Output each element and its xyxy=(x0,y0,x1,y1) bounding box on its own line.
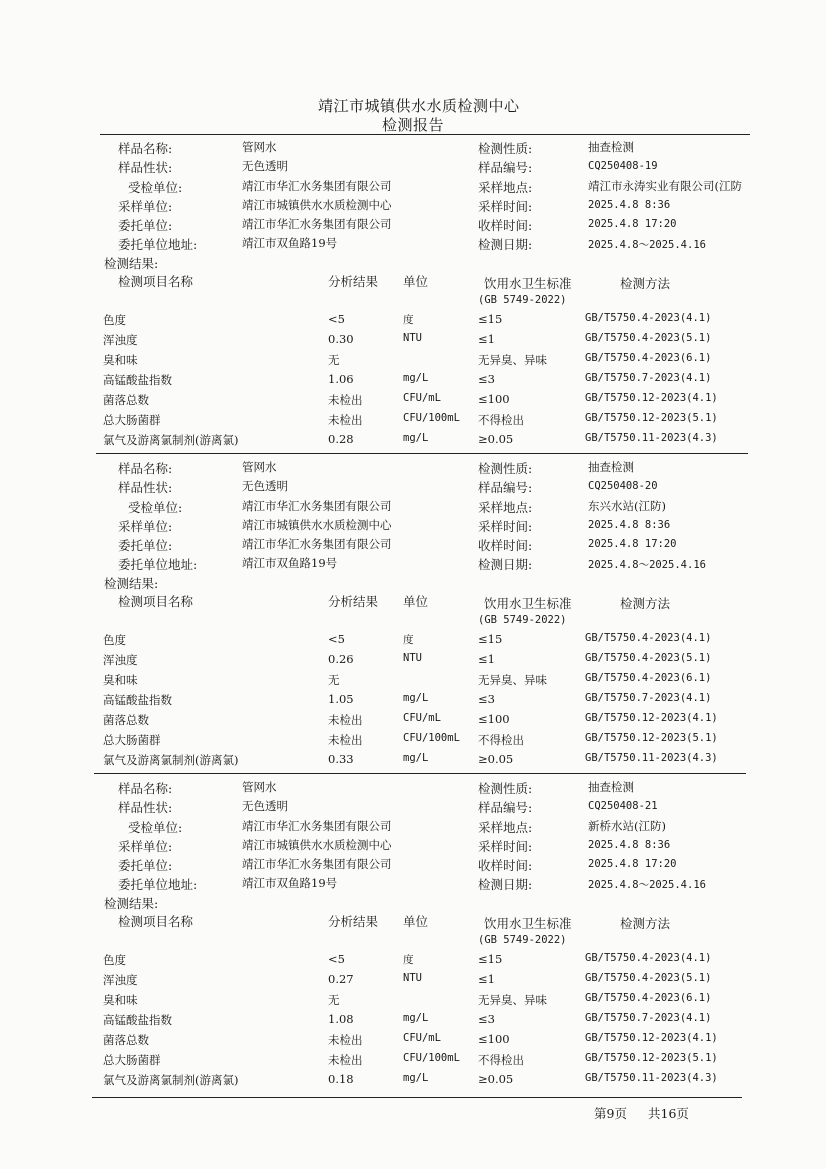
result-cell: 无 xyxy=(328,993,340,1007)
report-title: 检测报告 xyxy=(382,116,445,134)
result-cell: 未检出 xyxy=(328,413,363,427)
unit-cell: mg/L xyxy=(403,1072,429,1084)
label-sample-no: 样品编号: xyxy=(478,800,533,815)
test-date-value: 2025.4.8～2025.4.16 xyxy=(588,559,706,571)
standard-cell: 不得检出 xyxy=(478,1053,524,1067)
client-address-value: 靖江市双鱼路19号 xyxy=(242,236,338,250)
item-name-cell: 高锰酸盐指数 xyxy=(103,373,172,387)
label-sample-name: 样品名称: xyxy=(118,141,173,156)
test-date-value: 2025.4.8～2025.4.16 xyxy=(588,239,706,251)
standard-cell: ≤1 xyxy=(478,652,495,666)
label-client-address: 委托单位地址: xyxy=(118,237,198,252)
unit-cell: CFU/mL xyxy=(403,392,441,404)
result-cell: 0.27 xyxy=(328,972,354,986)
method-cell: GB/T5750.4-2023(4.1) xyxy=(585,632,712,644)
standard-cell: 无异臭、异味 xyxy=(478,993,547,1007)
col-unit-header: 单位 xyxy=(403,274,429,289)
section-divider xyxy=(96,453,748,454)
item-name-cell: 臭和味 xyxy=(103,353,138,367)
col-method-header: 检测方法 xyxy=(620,596,671,611)
item-name-cell: 臭和味 xyxy=(103,993,138,1007)
result-cell: 0.18 xyxy=(328,1072,354,1086)
result-cell: <5 xyxy=(328,312,345,326)
label-client-unit: 委托单位: xyxy=(118,538,173,553)
sampling-unit-value: 靖江市城镇供水水质检测中心 xyxy=(242,198,392,212)
item-name-cell: 氯气及游离氯制剂(游离氯) xyxy=(103,433,239,447)
sample-name-value: 管网水 xyxy=(242,780,277,794)
result-cell: <5 xyxy=(328,632,345,646)
sample-state-value: 无色透明 xyxy=(242,479,288,493)
standard-cell: ≤15 xyxy=(478,952,503,966)
col-item-header: 检测项目名称 xyxy=(118,594,194,609)
label-sampling-time: 采样时间: xyxy=(478,839,533,854)
label-sampling-unit: 采样单位: xyxy=(118,519,173,534)
top-rule xyxy=(100,134,750,135)
unit-cell: CFU/100mL xyxy=(403,732,460,744)
method-cell: GB/T5750.4-2023(4.1) xyxy=(585,312,712,324)
item-name-cell: 菌落总数 xyxy=(103,1033,149,1047)
inspected-unit-value: 靖江市华汇水务集团有限公司 xyxy=(242,179,392,193)
label-client-address: 委托单位地址: xyxy=(118,557,198,572)
result-cell: 0.26 xyxy=(328,652,354,666)
method-cell: GB/T5750.12-2023(5.1) xyxy=(585,732,718,744)
method-cell: GB/T5750.4-2023(5.1) xyxy=(585,332,712,344)
item-name-cell: 色度 xyxy=(103,953,126,967)
method-cell: GB/T5750.7-2023(4.1) xyxy=(585,1012,712,1024)
unit-cell: mg/L xyxy=(403,372,429,384)
unit-cell: CFU/100mL xyxy=(403,412,460,424)
bottom-rule xyxy=(92,1097,742,1098)
result-cell: 未检出 xyxy=(328,713,363,727)
item-name-cell: 高锰酸盐指数 xyxy=(103,1013,172,1027)
method-cell: GB/T5750.4-2023(5.1) xyxy=(585,652,712,664)
test-nature-value: 抽查检测 xyxy=(588,780,634,794)
section-divider xyxy=(94,773,746,774)
result-cell: 1.06 xyxy=(328,372,354,386)
item-name-cell: 菌落总数 xyxy=(103,713,149,727)
item-name-cell: 色度 xyxy=(103,633,126,647)
item-name-cell: 总大肠菌群 xyxy=(103,733,161,747)
label-sample-state: 样品性状: xyxy=(118,160,173,175)
label-client-address: 委托单位地址: xyxy=(118,877,198,892)
method-cell: GB/T5750.4-2023(6.1) xyxy=(585,352,712,364)
label-sampling-time: 采样时间: xyxy=(478,199,533,214)
col-result-header: 分析结果 xyxy=(328,274,379,289)
col-standard-sub-header: (GB 5749-2022) xyxy=(478,934,567,946)
method-cell: GB/T5750.7-2023(4.1) xyxy=(585,692,712,704)
standard-cell: ≤3 xyxy=(478,372,495,386)
result-cell: 0.33 xyxy=(328,752,354,766)
result-cell: 无 xyxy=(328,353,340,367)
method-cell: GB/T5750.12-2023(4.1) xyxy=(585,712,718,724)
item-name-cell: 氯气及游离氯制剂(游离氯) xyxy=(103,1073,239,1087)
label-inspected-unit: 受检单位: xyxy=(128,180,183,195)
sample-state-value: 无色透明 xyxy=(242,159,288,173)
label-inspected-unit: 受检单位: xyxy=(128,500,183,515)
label-sampling-site: 采样地点: xyxy=(478,500,533,515)
client-unit-value: 靖江市华汇水务集团有限公司 xyxy=(242,537,392,551)
item-name-cell: 浑浊度 xyxy=(103,653,138,667)
standard-cell: ≤100 xyxy=(478,1032,510,1046)
method-cell: GB/T5750.7-2023(4.1) xyxy=(585,372,712,384)
sample-no-value: CQ250408-19 xyxy=(588,160,658,172)
label-sample-name: 样品名称: xyxy=(118,781,173,796)
label-client-unit: 委托单位: xyxy=(118,218,173,233)
unit-cell: 度 xyxy=(403,634,414,646)
standard-cell: ≤3 xyxy=(478,1012,495,1026)
sample-section xyxy=(0,456,826,786)
label-sample-no: 样品编号: xyxy=(478,480,533,495)
result-cell: 未检出 xyxy=(328,1053,363,1067)
client-address-value: 靖江市双鱼路19号 xyxy=(242,556,338,570)
test-nature-value: 抽查检测 xyxy=(588,460,634,474)
label-test-date: 检测日期: xyxy=(478,557,533,572)
col-unit-header: 单位 xyxy=(403,594,429,609)
result-cell: 未检出 xyxy=(328,1033,363,1047)
result-cell: 0.28 xyxy=(328,432,354,446)
method-cell: GB/T5750.11-2023(4.3) xyxy=(585,752,718,764)
standard-cell: ≤15 xyxy=(478,632,503,646)
col-standard-header: 饮用水卫生标准 xyxy=(484,276,572,291)
page-number: 第9页 xyxy=(594,1106,627,1121)
method-cell: GB/T5750.12-2023(5.1) xyxy=(585,1052,718,1064)
unit-cell: NTU xyxy=(403,652,422,664)
sample-state-value: 无色透明 xyxy=(242,799,288,813)
standard-cell: ≤100 xyxy=(478,712,510,726)
col-standard-sub-header: (GB 5749-2022) xyxy=(478,614,567,626)
standard-cell: 无异臭、异味 xyxy=(478,673,547,687)
unit-cell: mg/L xyxy=(403,432,429,444)
label-client-unit: 委托单位: xyxy=(118,858,173,873)
item-name-cell: 高锰酸盐指数 xyxy=(103,693,172,707)
method-cell: GB/T5750.4-2023(6.1) xyxy=(585,992,712,1004)
method-cell: GB/T5750.11-2023(4.3) xyxy=(585,432,718,444)
item-name-cell: 菌落总数 xyxy=(103,393,149,407)
standard-cell: ≥0.05 xyxy=(478,432,514,446)
unit-cell: CFU/mL xyxy=(403,712,441,724)
standard-cell: 无异臭、异味 xyxy=(478,353,547,367)
col-result-header: 分析结果 xyxy=(328,914,379,929)
test-date-value: 2025.4.8～2025.4.16 xyxy=(588,879,706,891)
label-sampling-unit: 采样单位: xyxy=(118,199,173,214)
result-cell: 1.08 xyxy=(328,1012,354,1026)
result-cell: 未检出 xyxy=(328,393,363,407)
label-sample-name: 样品名称: xyxy=(118,461,173,476)
col-standard-sub-header: (GB 5749-2022) xyxy=(478,294,567,306)
method-cell: GB/T5750.12-2023(5.1) xyxy=(585,412,718,424)
label-test-date: 检测日期: xyxy=(478,237,533,252)
client-unit-value: 靖江市华汇水务集团有限公司 xyxy=(242,857,392,871)
sampling-time-value: 2025.4.8 8:36 xyxy=(588,839,671,851)
method-cell: GB/T5750.4-2023(5.1) xyxy=(585,972,712,984)
result-cell: 无 xyxy=(328,673,340,687)
standard-cell: ≤100 xyxy=(478,392,510,406)
receive-time-value: 2025.4.8 17:20 xyxy=(588,218,677,230)
item-name-cell: 氯气及游离氯制剂(游离氯) xyxy=(103,753,239,767)
standard-cell: 不得检出 xyxy=(478,413,524,427)
sampling-time-value: 2025.4.8 8:36 xyxy=(588,199,671,211)
label-receive-time: 收样时间: xyxy=(478,218,533,233)
unit-cell: NTU xyxy=(403,332,422,344)
label-test-nature: 检测性质: xyxy=(478,781,533,796)
item-name-cell: 总大肠菌群 xyxy=(103,1053,161,1067)
label-sample-state: 样品性状: xyxy=(118,480,173,495)
col-result-header: 分析结果 xyxy=(328,594,379,609)
item-name-cell: 浑浊度 xyxy=(103,333,138,347)
sampling-unit-value: 靖江市城镇供水水质检测中心 xyxy=(242,838,392,852)
method-cell: GB/T5750.11-2023(4.3) xyxy=(585,1072,718,1084)
item-name-cell: 色度 xyxy=(103,313,126,327)
unit-cell: NTU xyxy=(403,972,422,984)
label-sample-state: 样品性状: xyxy=(118,800,173,815)
standard-cell: ≤3 xyxy=(478,692,495,706)
standard-cell: 不得检出 xyxy=(478,733,524,747)
sample-section xyxy=(0,776,826,1106)
result-cell: 未检出 xyxy=(328,733,363,747)
label-sampling-unit: 采样单位: xyxy=(118,839,173,854)
unit-cell: mg/L xyxy=(403,692,429,704)
inspected-unit-value: 靖江市华汇水务集团有限公司 xyxy=(242,499,392,513)
client-address-value: 靖江市双鱼路19号 xyxy=(242,876,338,890)
label-sampling-site: 采样地点: xyxy=(478,820,533,835)
col-method-header: 检测方法 xyxy=(620,276,671,291)
label-sampling-site: 采样地点: xyxy=(478,180,533,195)
standard-cell: ≤15 xyxy=(478,312,503,326)
sample-section xyxy=(0,136,826,466)
sampling-site-value: 靖江市永涛实业有限公司(江防 xyxy=(588,179,742,193)
col-method-header: 检测方法 xyxy=(620,916,671,931)
inspected-unit-value: 靖江市华汇水务集团有限公司 xyxy=(242,819,392,833)
sample-name-value: 管网水 xyxy=(242,140,277,154)
sampling-unit-value: 靖江市城镇供水水质检测中心 xyxy=(242,518,392,532)
unit-cell: CFU/100mL xyxy=(403,1052,460,1064)
client-unit-value: 靖江市华汇水务集团有限公司 xyxy=(242,217,392,231)
receive-time-value: 2025.4.8 17:20 xyxy=(588,858,677,870)
method-cell: GB/T5750.12-2023(4.1) xyxy=(585,392,718,404)
unit-cell: 度 xyxy=(403,314,414,326)
unit-cell: 度 xyxy=(403,954,414,966)
label-results: 检测结果: xyxy=(104,576,159,591)
label-results: 检测结果: xyxy=(104,256,159,271)
org-title: 靖江市城镇供水水质检测中心 xyxy=(318,97,520,115)
receive-time-value: 2025.4.8 17:20 xyxy=(588,538,677,550)
unit-cell: mg/L xyxy=(403,752,429,764)
col-standard-header: 饮用水卫生标准 xyxy=(484,596,572,611)
method-cell: GB/T5750.4-2023(6.1) xyxy=(585,672,712,684)
label-sampling-time: 采样时间: xyxy=(478,519,533,534)
label-test-nature: 检测性质: xyxy=(478,461,533,476)
sampling-site-value: 东兴水站(江防) xyxy=(588,499,666,513)
label-receive-time: 收样时间: xyxy=(478,858,533,873)
label-results: 检测结果: xyxy=(104,896,159,911)
test-nature-value: 抽查检测 xyxy=(588,140,634,154)
standard-cell: ≤1 xyxy=(478,972,495,986)
item-name-cell: 浑浊度 xyxy=(103,973,138,987)
label-test-nature: 检测性质: xyxy=(478,141,533,156)
result-cell: 1.05 xyxy=(328,692,354,706)
standard-cell: ≥0.05 xyxy=(478,752,514,766)
method-cell: GB/T5750.12-2023(4.1) xyxy=(585,1032,718,1044)
item-name-cell: 臭和味 xyxy=(103,673,138,687)
col-item-header: 检测项目名称 xyxy=(118,274,194,289)
sample-no-value: CQ250408-20 xyxy=(588,480,658,492)
label-inspected-unit: 受检单位: xyxy=(128,820,183,835)
result-cell: 0.30 xyxy=(328,332,354,346)
standard-cell: ≤1 xyxy=(478,332,495,346)
label-receive-time: 收样时间: xyxy=(478,538,533,553)
sample-name-value: 管网水 xyxy=(242,460,277,474)
sampling-time-value: 2025.4.8 8:36 xyxy=(588,519,671,531)
label-sample-no: 样品编号: xyxy=(478,160,533,175)
unit-cell: CFU/mL xyxy=(403,1032,441,1044)
col-unit-header: 单位 xyxy=(403,914,429,929)
col-item-header: 检测项目名称 xyxy=(118,914,194,929)
label-test-date: 检测日期: xyxy=(478,877,533,892)
col-standard-header: 饮用水卫生标准 xyxy=(484,916,572,931)
page-total: 共16页 xyxy=(648,1106,689,1121)
sample-no-value: CQ250408-21 xyxy=(588,800,658,812)
result-cell: <5 xyxy=(328,952,345,966)
sampling-site-value: 新桥水站(江防) xyxy=(588,819,666,833)
method-cell: GB/T5750.4-2023(4.1) xyxy=(585,952,712,964)
item-name-cell: 总大肠菌群 xyxy=(103,413,161,427)
standard-cell: ≥0.05 xyxy=(478,1072,514,1086)
unit-cell: mg/L xyxy=(403,1012,429,1024)
